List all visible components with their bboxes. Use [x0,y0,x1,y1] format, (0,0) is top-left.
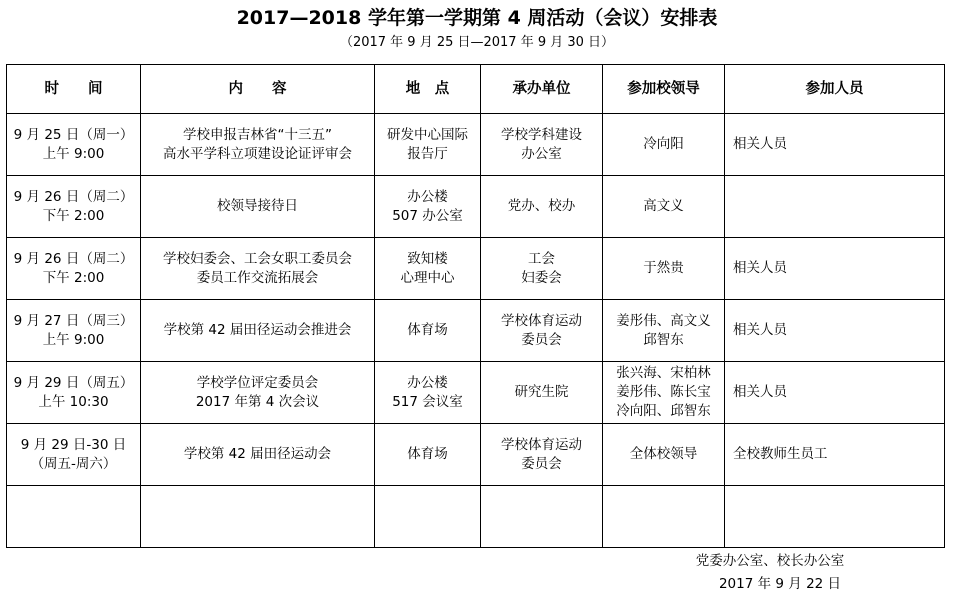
cell-content-line: 校领导接待日 [217,198,298,214]
cell-content-line: 高水平学科立项建设论证评审会 [163,145,352,162]
cell-leaders-line: 高文义 [643,198,684,214]
cell-organizer-line: 研究生院 [514,384,569,400]
cell-leaders [603,362,725,424]
cell-place-line: 研发中心国际 [387,126,468,143]
cell-place-line: 517 会议室 [392,393,463,410]
cell-content-line: 学校第 42 届田径运动会推进会 [163,322,352,338]
cell-time [7,238,141,300]
cell-organizer-line: 工会 [528,250,555,267]
cell-place-line: 体育场 [407,446,448,462]
cell-content [141,362,375,424]
table-row [7,300,945,362]
cell-organizer [481,486,603,548]
cell-organizer [481,114,603,176]
cell-time-line: 下午 2:00 [42,269,105,286]
header-participants: 参加人员 [725,65,945,114]
table-row [7,486,945,548]
cell-participants [725,300,945,362]
cell-place-line: 507 办公室 [392,207,463,224]
cell-place [375,362,481,424]
issue-date: 2017 年 9 月 22 日 [718,576,842,592]
cell-place [375,238,481,300]
cell-time-line: 上午 10:30 [38,393,109,410]
cell-place [375,424,481,486]
cell-place [375,486,481,548]
issuer-signature: 党委办公室、校长办公室 [695,553,845,569]
cell-time-line: 9 月 26 日（周二） [13,188,134,205]
cell-organizer-line: 办公室 [521,145,562,162]
cell-content [141,300,375,362]
cell-leaders [603,238,725,300]
cell-place-line: 办公楼 [407,374,448,391]
cell-organizer-line: 学校体育运动 [501,436,582,453]
cell-participants-line: 相关人员 [733,260,787,276]
cell-content-line: 学校第 42 届田径运动会 [183,446,332,462]
cell-participants-line: 相关人员 [733,322,787,338]
cell-time [7,424,141,486]
cell-place-line: 体育场 [407,322,448,338]
cell-participants [725,486,945,548]
cell-place-line: 办公楼 [407,188,448,205]
cell-organizer-line: 委员会 [521,455,562,472]
cell-place [375,300,481,362]
cell-leaders [603,114,725,176]
date-range-subtitle: （2017 年 9 月 25 日—2017 年 9 月 30 日） [339,35,615,50]
cell-participants-line: 全校教师生员工 [733,446,828,462]
cell-organizer [481,176,603,238]
header-leaders: 参加校领导 [603,65,725,114]
cell-leaders [603,486,725,548]
cell-content-line: 学校申报吉林省“十三五” [183,126,332,143]
schedule-table [6,64,945,548]
cell-time-line: 上午 9:00 [42,145,105,162]
header-organizer: 承办单位 [481,65,603,114]
cell-content [141,114,375,176]
cell-content-line: 2017 年第 4 次会议 [195,393,320,410]
page-title: 2017—2018 学年第一学期第 4 周活动（会议）安排表 [236,7,718,29]
cell-place-line: 报告厅 [407,145,448,162]
cell-leaders-line: 邱智东 [643,331,684,348]
cell-time-line: 上午 9:00 [42,331,105,348]
cell-participants [725,362,945,424]
cell-content [141,424,375,486]
cell-time [7,300,141,362]
cell-content [141,238,375,300]
cell-time-line: 9 月 27 日（周三） [13,312,134,329]
cell-content-line: 学校学位评定委员会 [196,374,319,391]
cell-place [375,176,481,238]
cell-time-line: 下午 2:00 [42,207,105,224]
table-row [7,114,945,176]
cell-content [141,176,375,238]
cell-leaders-line: 姜彤伟、高文义 [616,312,711,329]
cell-leaders-line: 于然贵 [643,260,684,276]
cell-time [7,176,141,238]
cell-leaders [603,176,725,238]
cell-place [375,114,481,176]
header-time: 时 间 [7,65,141,114]
cell-content [141,486,375,548]
schedule-body [7,114,945,548]
cell-content-line: 学校妇委会、工会女职工委员会 [163,250,352,267]
table-row [7,176,945,238]
cell-participants-line: 相关人员 [733,136,787,152]
cell-leaders [603,424,725,486]
cell-organizer [481,362,603,424]
cell-organizer-line: 学校学科建设 [501,126,582,143]
cell-participants-line: 相关人员 [733,384,787,400]
header-content: 内 容 [141,65,375,114]
cell-place-line: 心理中心 [400,269,455,286]
cell-time-line: 9 月 29 日-30 日 [20,436,127,453]
cell-content-line: 委员工作交流拓展会 [196,269,319,286]
cell-leaders-line: 姜彤伟、陈长宝 [616,384,711,400]
cell-organizer-line: 党办、校办 [507,198,576,214]
cell-organizer-line: 委员会 [521,331,562,348]
cell-leaders [603,300,725,362]
cell-organizer-line: 学校体育运动 [501,312,582,329]
cell-organizer [481,424,603,486]
cell-participants [725,176,945,238]
cell-time-line: 9 月 26 日（周二） [13,250,134,267]
cell-organizer [481,300,603,362]
cell-leaders-line: 冷向阳 [643,136,684,152]
table-row [7,238,945,300]
cell-time [7,486,141,548]
cell-participants [725,238,945,300]
cell-time [7,362,141,424]
cell-organizer [481,238,603,300]
cell-time-line: 9 月 29 日（周五） [13,374,134,391]
header-place: 地 点 [375,65,481,114]
cell-time [7,114,141,176]
table-row [7,424,945,486]
cell-leaders-line: 张兴海、宋柏林 [616,365,711,381]
table-row [7,362,945,424]
cell-leaders-line: 全体校领导 [629,446,698,462]
cell-place-line: 致知楼 [407,250,448,267]
cell-participants [725,424,945,486]
table-header-row [7,65,945,114]
cell-time-line: 9 月 25 日（周一） [13,126,134,143]
cell-time-line: （周五-周六） [30,455,117,472]
cell-leaders-line: 冷向阳、邱智东 [616,403,711,419]
cell-participants [725,114,945,176]
cell-organizer-line: 妇委会 [521,269,562,286]
